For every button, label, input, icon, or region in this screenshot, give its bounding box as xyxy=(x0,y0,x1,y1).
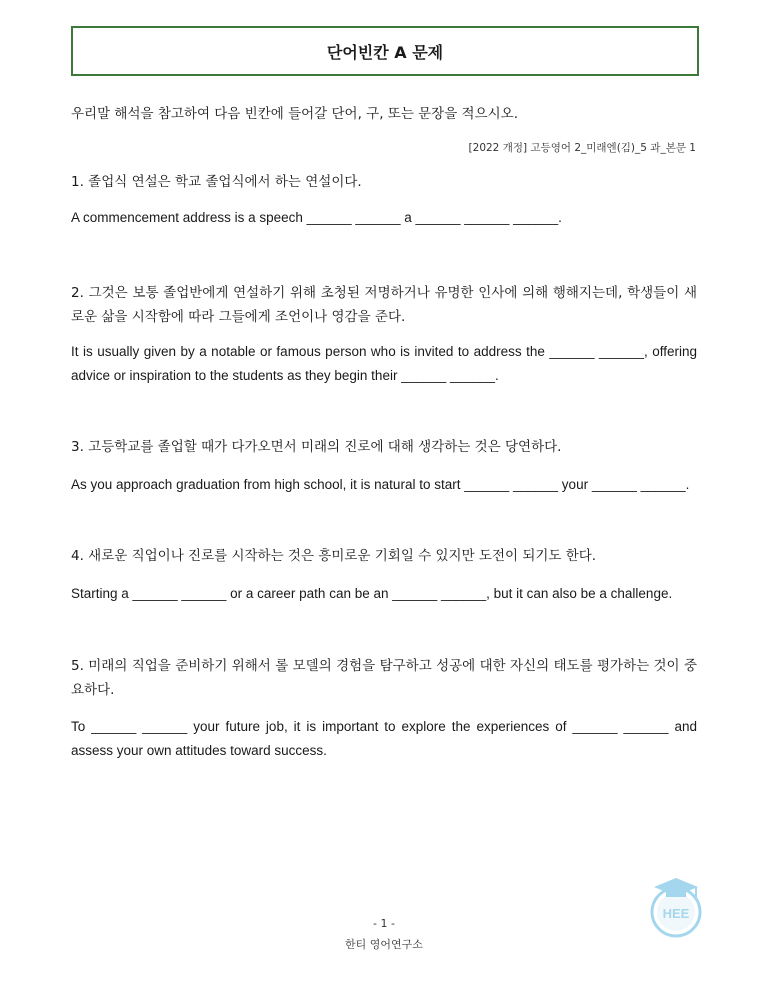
page-number: - 1 - xyxy=(373,917,395,930)
graduation-cap-logo-icon xyxy=(648,876,704,938)
question-3-english: As you approach graduation from high school, it is natural to start ______ ______ your ______ ______. xyxy=(71,477,690,492)
question-4-english: Starting a ______ ______ or a career path can be an ______ ______, but it can also be a challenge. xyxy=(71,586,673,601)
question-5-korean: 5. 미래의 직업을 준비하기 위해서 롤 모델의 경험을 탐구하고 성공에 대한 자신의 태도를 평가하는 것이 중요하다. xyxy=(71,658,697,698)
question-2-english: It is usually given by a notable or famous person who is invited to address the ______ ______, offering advice or inspiration to the students as they begin their ______ ______. xyxy=(71,344,697,383)
question-3-korean: 3. 고등학교를 졸업할 때가 다가오면서 미래의 진로에 대해 생각하는 것은 당연하다. xyxy=(71,439,562,455)
worksheet-title xyxy=(71,26,699,76)
question-5-english: To ______ ______ your future job, it is important to explore the experiences of ______ ______ and assess your own attitudes toward success. xyxy=(71,719,697,758)
question-1-korean: 1. 졸업식 연설은 학교 졸업식에서 하는 연설이다. xyxy=(71,174,362,190)
title-text: 단어빈칸 A 문제 xyxy=(326,42,444,62)
question-2-korean: 2. 그것은 보통 졸업반에게 연설하기 위해 초청된 저명하거나 유명한 인사에 의해 행해지는데, 학생들이 새로운 삶을 시작함에 따라 그들에게 조언이나 영감을 준다. xyxy=(71,285,697,325)
source-reference: [2022 개정] 고등영어 2_미래엔(김)_5 과_본문 1 xyxy=(468,142,696,154)
organization-name: 한티 영어연구소 xyxy=(345,938,423,951)
question-1-english: A commencement address is a speech ______ ______ a ______ ______ ______. xyxy=(71,210,562,225)
logo-text: HEE xyxy=(662,906,690,921)
question-4-korean: 4. 새로운 직업이나 진로를 시작하는 것은 흥미로운 기회일 수 있지만 도전이 되기도 한다. xyxy=(71,548,597,564)
instruction-text: 우리말 해석을 참고하여 다음 빈칸에 들어갈 단어, 구, 또는 문장을 적으시오. xyxy=(71,106,519,122)
